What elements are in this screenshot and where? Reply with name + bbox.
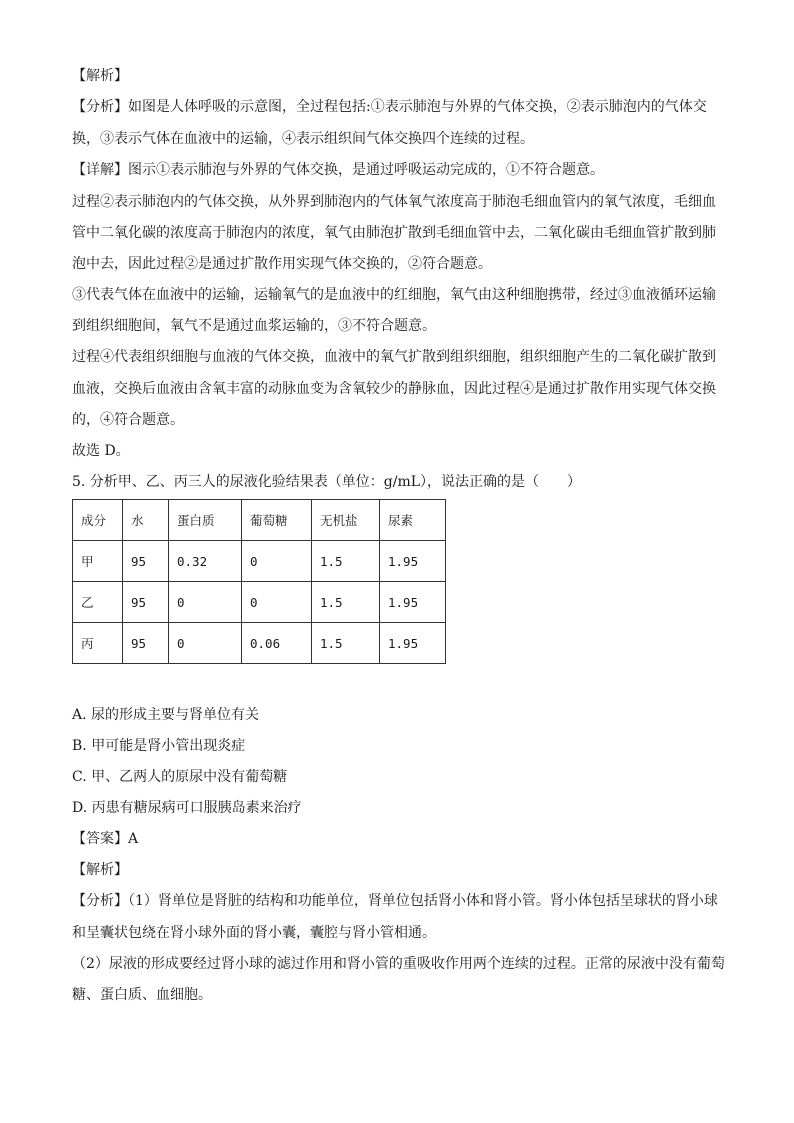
prev-detail-line-2: 过程②表示肺泡内的气体交换，从外界到肺泡内的气体氧气浓度高于肺泡毛细血管内的氧气浓度，毛细血 (72, 194, 716, 210)
table-cell: 乙 (73, 582, 123, 623)
table-header-cell: 无机盐 (312, 500, 380, 541)
table-cell: 0 (169, 582, 242, 623)
prev-detail-line-9: 的，④符合题意。 (72, 412, 184, 428)
analysis-line-4: 糖、蛋白质、血细胞。 (72, 987, 212, 1003)
option-a: A. 尿的形成主要与肾单位有关 (72, 707, 260, 723)
table-cell: 0 (169, 623, 242, 664)
table-header-cell: 尿素 (380, 500, 446, 541)
analysis-line-2: 和呈囊状包绕在肾小球外面的肾小囊，囊腔与肾小管相通。 (72, 925, 436, 941)
table-cell: 1.95 (380, 541, 446, 582)
answer-line: 【答案】A (72, 831, 139, 847)
jiexi-heading: 【解析】 (72, 862, 128, 878)
analysis-line-3: （2）尿液的形成要经过肾小球的滤过作用和肾小管的重吸收作用两个连续的过程。正常的尿液中没有葡萄 (72, 956, 725, 972)
prev-analysis-line-2: 换，③表示气体在血液中的运输，④表示组织间气体交换四个连续的过程。 (72, 131, 534, 147)
option-c: C. 甲、乙两人的原尿中没有葡萄糖 (72, 769, 288, 785)
prev-detail-line-4: 泡中去，因此过程②是通过扩散作用实现气体交换的，②符合题意。 (72, 256, 492, 272)
table-cell: 0.32 (169, 541, 242, 582)
table-cell: 丙 (73, 623, 123, 664)
urine-test-table (72, 499, 446, 664)
table-cell: 1.95 (380, 582, 446, 623)
prev-detail-line-5: ③代表气体在血液中的运输，运输氧气的是血液中的红细胞，氧气由这种细胞携带，经过③血液循环运输 (72, 287, 716, 303)
table-header-cell: 成分 (73, 500, 123, 541)
analysis-line-1: 【分析】（1）肾单位是肾脏的结构和功能单位，肾单位包括肾小体和肾小管。肾小体包括呈球状的肾小球 (72, 893, 718, 909)
table-cell: 95 (123, 541, 169, 582)
prev-detail-line-6: 到组织细胞间，氧气不是通过血浆运输的，③不符合题意。 (72, 318, 436, 334)
table-row (73, 582, 446, 623)
table-cell: 0 (242, 582, 312, 623)
prev-detail-line-7: 过程④代表组织细胞与血液的气体交换，血液中的氧气扩散到组织细胞，组织细胞产生的二氧化碳扩散到 (72, 349, 716, 365)
table-cell: 95 (123, 582, 169, 623)
prev-detail-line-3: 管中二氧化碳的浓度高于肺泡内的浓度，氧气由肺泡扩散到毛细血管中去，二氧化碳由毛细血管扩散到肺 (72, 225, 716, 241)
table-header-cell: 葡萄糖 (242, 500, 312, 541)
table-row (73, 541, 446, 582)
prev-jiexi-heading: 【解析】 (72, 68, 128, 84)
table-cell: 1.5 (312, 623, 380, 664)
table-header-cell: 水 (123, 500, 169, 541)
prev-choice-line: 故选 D。 (72, 443, 130, 459)
option-d: D. 丙患有糖尿病可口服胰岛素来治疗 (72, 800, 302, 816)
table-row (73, 623, 446, 664)
table-cell: 95 (123, 623, 169, 664)
table-header-cell: 蛋白质 (169, 500, 242, 541)
table-cell: 0.06 (242, 623, 312, 664)
table-cell: 1.95 (380, 623, 446, 664)
question-stem: 5. 分析甲、乙、丙三人的尿液化验结果表（单位：g/mL），说法正确的是（ ） (72, 474, 582, 490)
option-b: B. 甲可能是肾小管出现炎症 (72, 738, 246, 754)
table-header-row (73, 500, 446, 541)
prev-detail-line-1: 【详解】图示①表示肺泡与外界的气体交换，是通过呼吸运动完成的，①不符合题意。 (72, 162, 604, 178)
table-cell: 甲 (73, 541, 123, 582)
prev-detail-line-8: 血液，交换后血液由含氧丰富的动脉血变为含氧较少的静脉血，因此过程④是通过扩散作用实现气体交换 (72, 381, 716, 397)
table-cell: 1.5 (312, 582, 380, 623)
table-cell: 1.5 (312, 541, 380, 582)
prev-analysis-line-1: 【分析】如图是人体呼吸的示意图，全过程包括:①表示肺泡与外界的气体交换，②表示肺泡内的气体交 (72, 99, 707, 115)
table-cell: 0 (242, 541, 312, 582)
